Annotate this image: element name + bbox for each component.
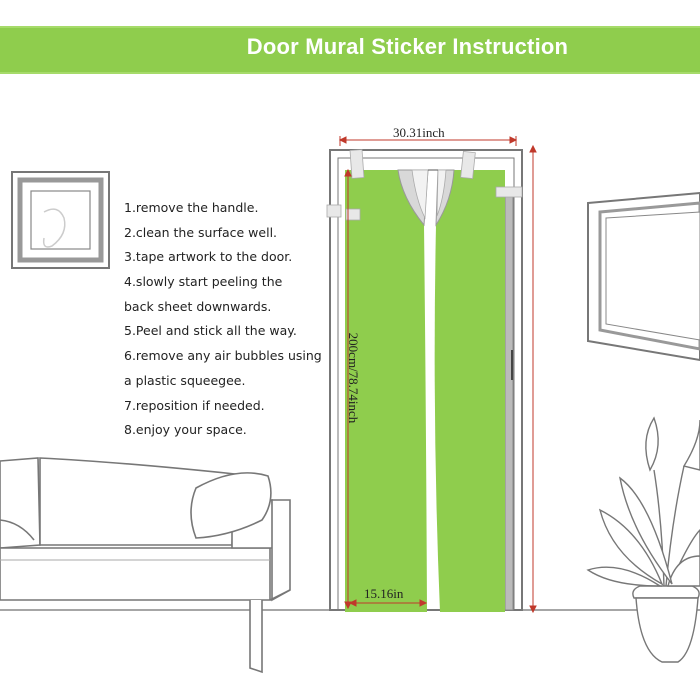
step-line: a plastic squeegee. [124,372,246,388]
step-line: 1.remove the handle. [124,200,259,215]
height-dimension-label: 200cm/78.74inch [346,332,361,424]
step-line: 8.enjoy your space. [124,422,247,438]
step-line: 5.Peel and stick all the way. [124,323,297,339]
step-line: 7.reposition if needed. [124,397,265,413]
width-dimension-label: 30.31inch [393,125,445,140]
step-line: 2.clean the surface well. [124,224,278,240]
left-picture-frame [12,172,109,268]
right-picture-frame [588,193,700,360]
instruction-steps [124,196,324,443]
banner-title: Door Mural Sticker Instruction [246,34,569,59]
step-line: back sheet downwards. [124,298,272,314]
step-line: 4.slowly start peeling the [124,274,283,290]
door-mural-sticker [345,170,505,612]
sofa [0,458,290,672]
half-width-dimension-label: 15.16in [364,586,404,601]
potted-plant [588,418,700,662]
step-line: 3.tape artwork to the door. [124,249,293,265]
step-line: 6.remove any air bubbles using [124,348,322,364]
